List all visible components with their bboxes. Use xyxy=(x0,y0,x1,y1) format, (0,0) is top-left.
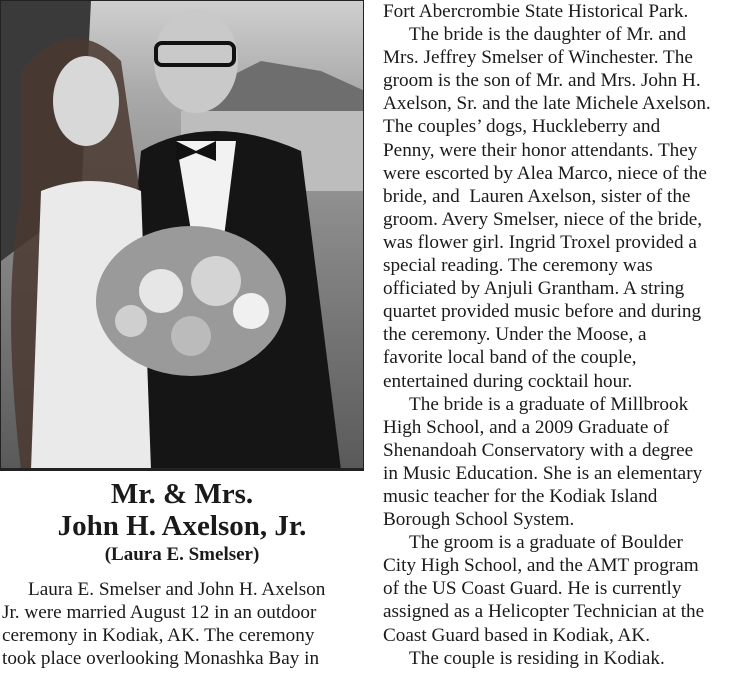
text-line: of the US Coast Guard. He is currently xyxy=(383,578,682,600)
wedding-photo-illustration xyxy=(1,1,364,469)
text-line: Axelson, Sr. and the late Michele Axelson. xyxy=(383,93,711,115)
text-line: music teacher for the Kodiak Island xyxy=(383,485,658,507)
text-line: The couples’ dogs, Huckleberry and xyxy=(383,116,661,138)
text-line: ceremony in Kodiak, AK. The ceremony xyxy=(2,625,315,647)
text-line: took place overlooking Monashka Bay in xyxy=(2,648,320,670)
text-line: the ceremony. Under the Moose, a xyxy=(383,324,647,346)
article-left-column xyxy=(2,578,325,670)
text-line: Mrs. Jeffrey Smelser of Winchester. The xyxy=(383,47,693,69)
text-line: were escorted by Alea Marco, niece of the xyxy=(383,162,707,184)
text-line: City High School, and the AMT program xyxy=(383,555,699,577)
text-line: was flower girl. Ingrid Troxel provided a xyxy=(383,231,697,253)
text-line: The bride is a graduate of Millbrook xyxy=(409,393,689,415)
text-line: The groom is a graduate of Boulder xyxy=(409,532,683,554)
text-line: favorite local band of the couple, xyxy=(383,347,637,369)
text-line: quartet provided music before and during xyxy=(383,301,702,323)
bride-maiden-name: (Laura E. Smelser) xyxy=(104,544,260,565)
text-line: entertained during cocktail hour. xyxy=(383,370,633,392)
text-line: bride, and Lauren Axelson, sister of the xyxy=(383,185,691,207)
text-line: Fort Abercrombie State Historical Park. xyxy=(383,1,689,22)
text-line: Penny, were their honor attendants. They xyxy=(383,139,698,161)
text-line: groom. Avery Smelser, niece of the bride, xyxy=(383,208,703,230)
wedding-photo xyxy=(0,0,364,469)
text-line: assigned as a Helicopter Technician at the xyxy=(383,601,705,623)
article-right-column xyxy=(383,0,711,670)
text-line: officiated by Anjuli Grantham. A string xyxy=(383,278,685,300)
text-line: special reading. The ceremony was xyxy=(383,255,653,277)
text-line: groom is the son of Mr. and Mrs. John H. xyxy=(383,70,701,92)
text-line: The bride is the daughter of Mr. and xyxy=(409,24,687,46)
text-line: Jr. were married August 12 in an outdoor xyxy=(2,602,317,624)
text-line: Laura E. Smelser and John H. Axelson xyxy=(28,579,326,600)
headline-line-1: Mr. & Mrs. xyxy=(110,478,254,510)
text-line: in Music Education. She is an elementary xyxy=(383,462,703,484)
text-line: Shenandoah Conservatory with a degree xyxy=(383,439,694,461)
text-line: High School, and a 2009 Graduate of xyxy=(383,416,670,438)
headline-line-2: John H. Axelson, Jr. xyxy=(57,510,307,542)
divider xyxy=(0,469,364,471)
text-line: Coast Guard based in Kodiak, AK. xyxy=(383,624,650,646)
text-line: Borough School System. xyxy=(383,509,575,531)
text-line: The couple is residing in Kodiak. xyxy=(409,647,665,669)
